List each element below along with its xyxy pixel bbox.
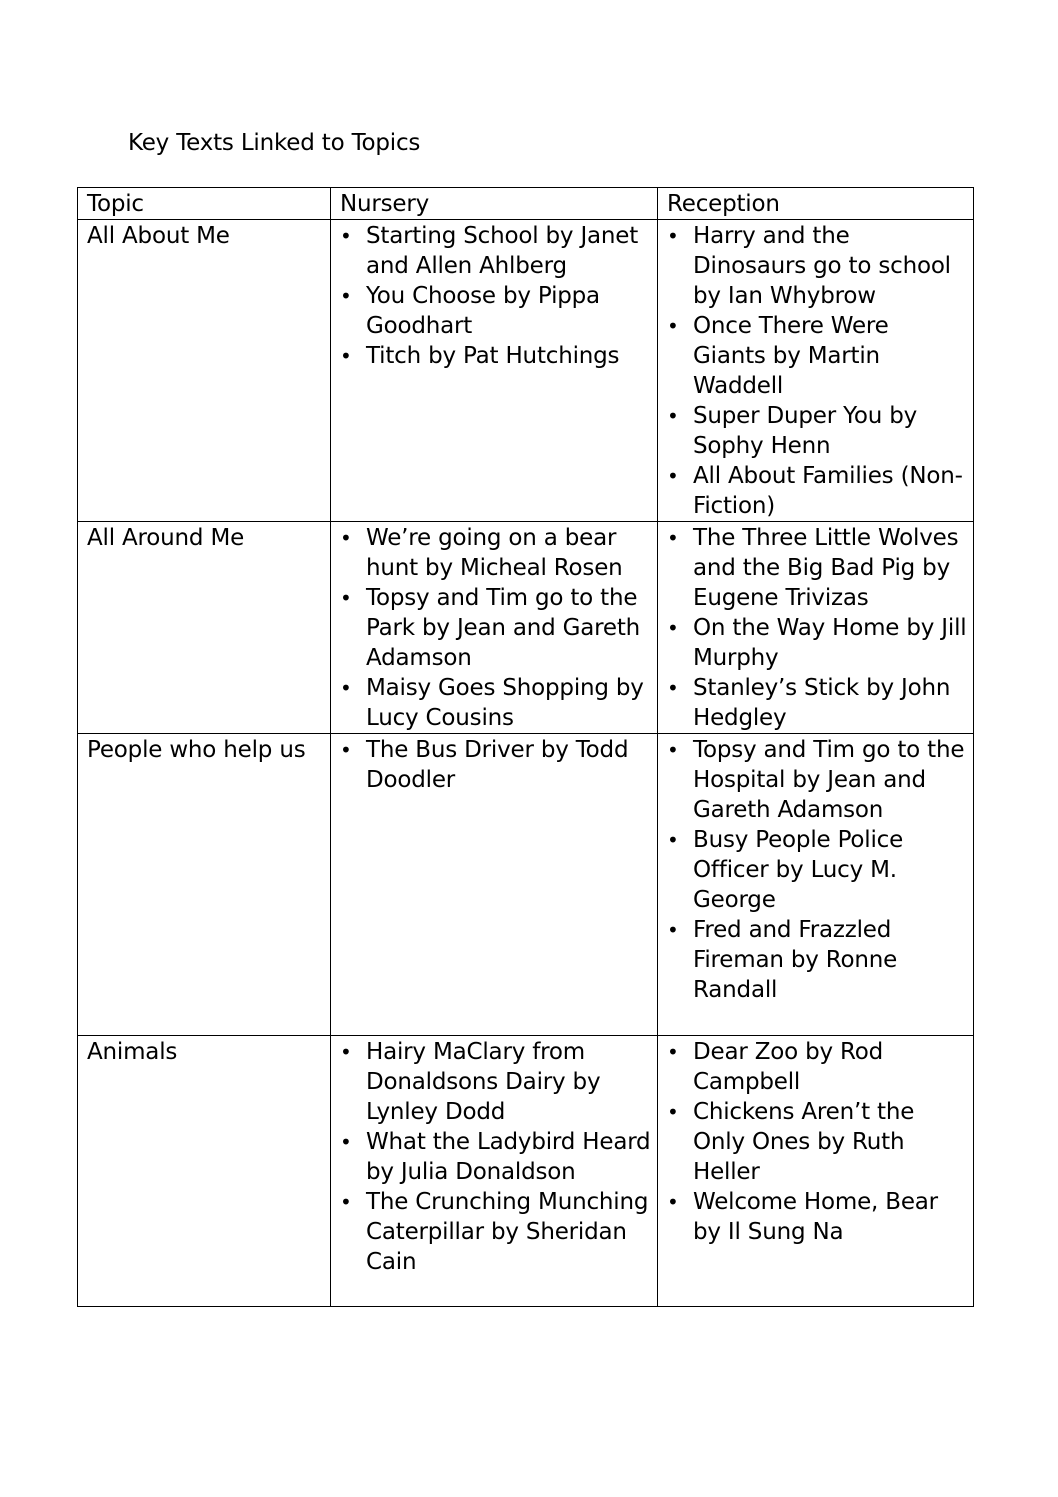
book-item: • Starting School by Janet and Allen Ahlberg xyxy=(340,221,651,281)
book-item: • Stanley’s Stick by John Hedgley xyxy=(667,673,967,733)
nursery-cell xyxy=(331,1036,658,1307)
table-row xyxy=(78,1036,974,1307)
book-item: • Titch by Pat Hutchings xyxy=(340,341,651,371)
reception-book-list xyxy=(667,221,967,521)
book-item: • Hairy MaClary from Donaldsons Dairy by Lynley Dodd xyxy=(340,1037,651,1127)
table-row xyxy=(78,734,974,1036)
book-item: • On the Way Home by Jill Murphy xyxy=(667,613,967,673)
nursery-cell xyxy=(331,220,658,522)
topic-cell: People who help us xyxy=(78,734,331,1036)
book-item: • The Crunching Munching Caterpillar by Sheridan Cain xyxy=(340,1187,651,1277)
header-row xyxy=(78,188,974,220)
book-item: • The Bus Driver by Todd Doodler xyxy=(340,735,651,795)
nursery-book-list xyxy=(340,735,651,795)
reception-book-list xyxy=(667,735,967,1005)
book-item: • What the Ladybird Heard by Julia Donaldson xyxy=(340,1127,651,1187)
nursery-cell xyxy=(331,734,658,1036)
reception-book-list xyxy=(667,1037,967,1247)
book-item: • Once There Were Giants by Martin Waddell xyxy=(667,311,967,401)
book-item: • We’re going on a bear hunt by Micheal Rosen xyxy=(340,523,651,583)
book-item: • Harry and the Dinosaurs go to school by Ian Whybrow xyxy=(667,221,967,311)
book-item: • Topsy and Tim go to the Park by Jean and Gareth Adamson xyxy=(340,583,651,673)
reception-cell xyxy=(658,522,974,734)
book-item: • You Choose by Pippa Goodhart xyxy=(340,281,651,341)
reception-cell xyxy=(658,734,974,1036)
book-item: • Fred and Frazzled Fireman by Ronne Randall xyxy=(667,915,967,1005)
reception-cell xyxy=(658,220,974,522)
header-nursery: Nursery xyxy=(331,188,658,220)
book-item: • Busy People Police Officer by Lucy M. George xyxy=(667,825,967,915)
topic-cell: Animals xyxy=(78,1036,331,1307)
nursery-cell xyxy=(331,522,658,734)
book-item: • Maisy Goes Shopping by Lucy Cousins xyxy=(340,673,651,733)
topic-cell: All Around Me xyxy=(78,522,331,734)
nursery-book-list xyxy=(340,523,651,733)
book-item: • The Three Little Wolves and the Big Bad Pig by Eugene Trivizas xyxy=(667,523,967,613)
reception-book-list xyxy=(667,523,967,733)
key-texts-table xyxy=(77,187,974,1307)
topic-cell: All About Me xyxy=(78,220,331,522)
document-title: Key Texts Linked to Topics xyxy=(128,130,421,156)
reception-cell xyxy=(658,1036,974,1307)
book-item: • Super Duper You by Sophy Henn xyxy=(667,401,967,461)
book-item: • Chickens Aren’t the Only Ones by Ruth Heller xyxy=(667,1097,967,1187)
table-row xyxy=(78,522,974,734)
book-item: • Dear Zoo by Rod Campbell xyxy=(667,1037,967,1097)
nursery-book-list xyxy=(340,1037,651,1277)
book-item: • Topsy and Tim go to the Hospital by Jean and Gareth Adamson xyxy=(667,735,967,825)
table-row xyxy=(78,220,974,522)
header-reception: Reception xyxy=(658,188,974,220)
book-item: • All About Families (Non-Fiction) xyxy=(667,461,967,521)
nursery-book-list xyxy=(340,221,651,371)
book-item: • Welcome Home, Bear by Il Sung Na xyxy=(667,1187,967,1247)
header-topic: Topic xyxy=(78,188,331,220)
